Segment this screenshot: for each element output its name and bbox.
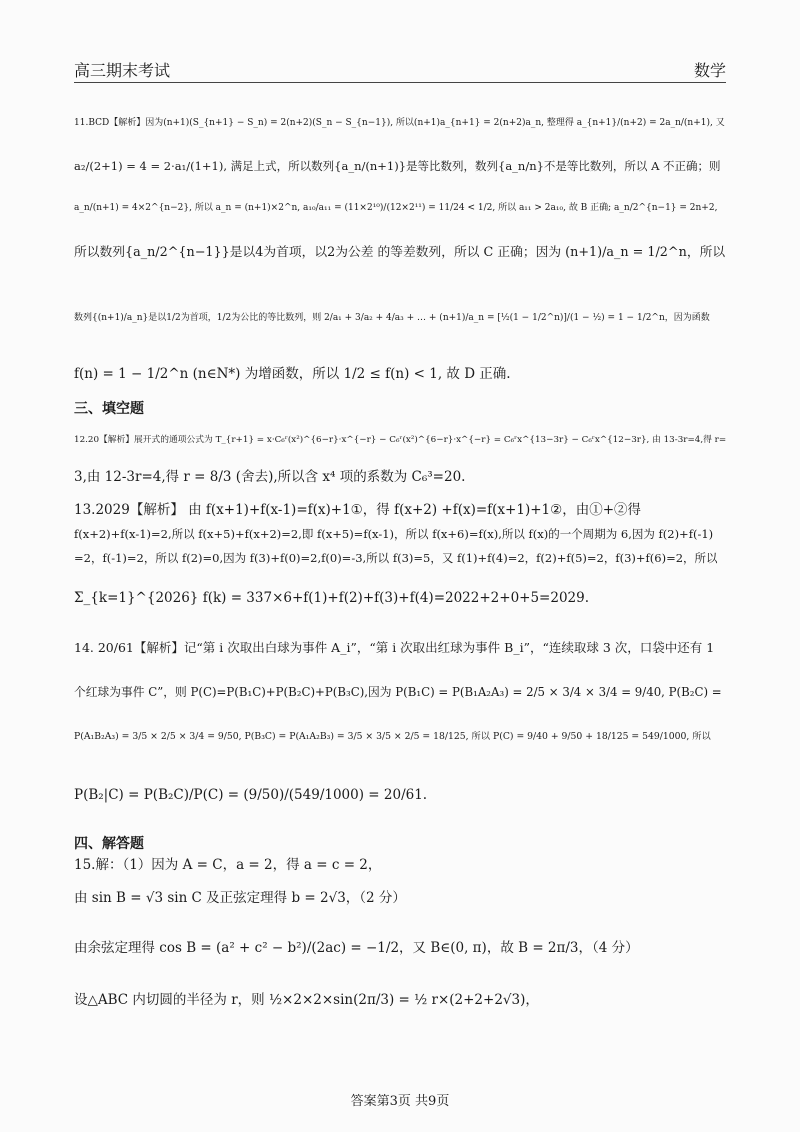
q13-line-1: 13.2029【解析】 由 f(x+1)+f(x-1)=f(x)+1①，得 f(x+2) +f(x)=f(x+1)+1②，由①+②得 [74, 502, 642, 518]
exam-title: 高三期末考试 [74, 61, 171, 80]
q11-line-3: a_n/(n+1) = 4×2^{n−2}, 所以 a_n = (n+1)×2^n, a₁₀/a₁₁ = (11×2¹⁰)/(12×2¹¹) = 11/24 < 1/2, 所以 a₁₁ > 2a₁₀, 故 B 正确; a_n/2^{n−1} = 2n+2, [74, 203, 718, 213]
subject-label: 数学 [693, 61, 726, 80]
q11-line-1: 11.BCD【解析】因为(n+1)(S_{n+1} − S_n) = 2(n+2)(S_n − S_{n−1}), 所以(n+1)a_{n+1} = 2(n+2)a_n, 整理得 a_{n+1}/(n+2) = 2a_n/(n+1), 又 [74, 118, 725, 128]
q11-line-5: 数列{(n+1)/a_n}是以1/2为首项，1/2为公比的等比数列，则 2/a₁ + 3/a₂ + 4/a₃ + … + (n+1)/a_n = [½(1 − 1/2^n)]/(1 − ½) = 1 − 1/2^n，因为函数 [74, 313, 710, 323]
q13-line-3: =2，f(-1)=2，所以 f(2)=0,因为 f(3)+f(0)=2,f(0)=-3,所以 f(3)=5，又 f(1)+f(4)=2，f(2)+f(5)=2，f(3)+f(6)=2，所以 [74, 551, 718, 565]
q15-line-2: 由 sin B = √3 sin C 及正弦定理得 b = 2√3，（2 分） [74, 890, 406, 906]
q14-line-4: P(B₂|C) = P(B₂C)/P(C) = (9/50)/(549/1000) = 20/61. [74, 787, 428, 803]
q13-line-4: Σ_{k=1}^{2026} f(k) = 337×6+f(1)+f(2)+f(3)+f(4)=2022+2+0+5=2029. [74, 590, 590, 606]
q14-line-2: 个红球为事件 C”，则 P(C)=P(B₁C)+P(B₂C)+P(B₃C),因为 P(B₁C) = P(B₁A₂A₃) = 2/5 × 3/4 × 3/4 = 9/40, P(B₂C) = [74, 685, 722, 699]
page-header [74, 58, 726, 83]
q11-line-6: f(n) = 1 − 1/2^n (n∈N*) 为增函数，所以 1/2 ≤ f(n) < 1, 故 D 正确. [74, 366, 511, 382]
page-footer: 答案第3页 共9页 [350, 1094, 450, 1109]
q15-line-3: 由余弦定理得 cos B = (a² + c² − b²)/(2ac) = −1/2，又 B∈(0, π)，故 B = 2π/3，（4 分） [74, 940, 639, 956]
q12-line-1: 12.20【解析】展开式的通项公式为 T_{r+1} = x·C₆ʳ(x²)^{6−r}·x^{−r} − C₆ʳ(x²)^{6−r}·x^{−r} = C₆ʳx^{13−3r} − C₆ʳx^{12−3r}, 由 13-3r=4,得 r= [74, 435, 727, 445]
q11-line-2: a₂/(2+1) = 4 = 2·a₁/(1+1), 满足上式，所以数列{a_n/(n+1)}是等比数列，数列{a_n/n}不是等比数列，所以 A 不正确；则 [74, 159, 721, 173]
q11-line-4: 所以数列{a_n/2^{n−1}}是以4为首项，以2为公差 的等差数列，所以 C 正确；因为 (n+1)/a_n = 1/2^n，所以 [74, 245, 726, 260]
q13-line-2: f(x+2)+f(x-1)=2,所以 f(x+5)+f(x+2)=2,即 f(x+5)=f(x-1)，所以 f(x+6)=f(x),所以 f(x)的一个周期为 6,因为 f(2)+f(-1) [74, 527, 714, 541]
q15-line-1: 15.解：（1）因为 A = C，a = 2，得 a = c = 2， [74, 857, 382, 873]
section-fill-in: 三、填空题 [74, 401, 144, 417]
section-answer: 四、解答题 [74, 836, 144, 852]
q14-line-1: 14. 20/61【解析】记“第 i 次取出白球为事件 A_i”，“第 i 次取出红球为事件 B_i”，“连续取球 3 次，口袋中还有 1 [74, 640, 715, 655]
q15-line-4: 设△ABC 内切圆的半径为 r，则 ½×2×2×sin(2π/3) = ½ r×(2+2+2√3)， [74, 992, 539, 1008]
q12-line-2: 3,由 12-3r=4,得 r = 8/3 (舍去),所以含 x⁴ 项的系数为 C₆³=20. [74, 469, 466, 485]
q14-line-3: P(A₁B₂A₃) = 3/5 × 2/5 × 3/4 = 9/50, P(B₃C) = P(A₁A₂B₃) = 3/5 × 3/5 × 2/5 = 18/125, 所以 P(C) = 9/40 + 9/50 + 18/125 = 549/1000, 所以 [74, 731, 711, 742]
